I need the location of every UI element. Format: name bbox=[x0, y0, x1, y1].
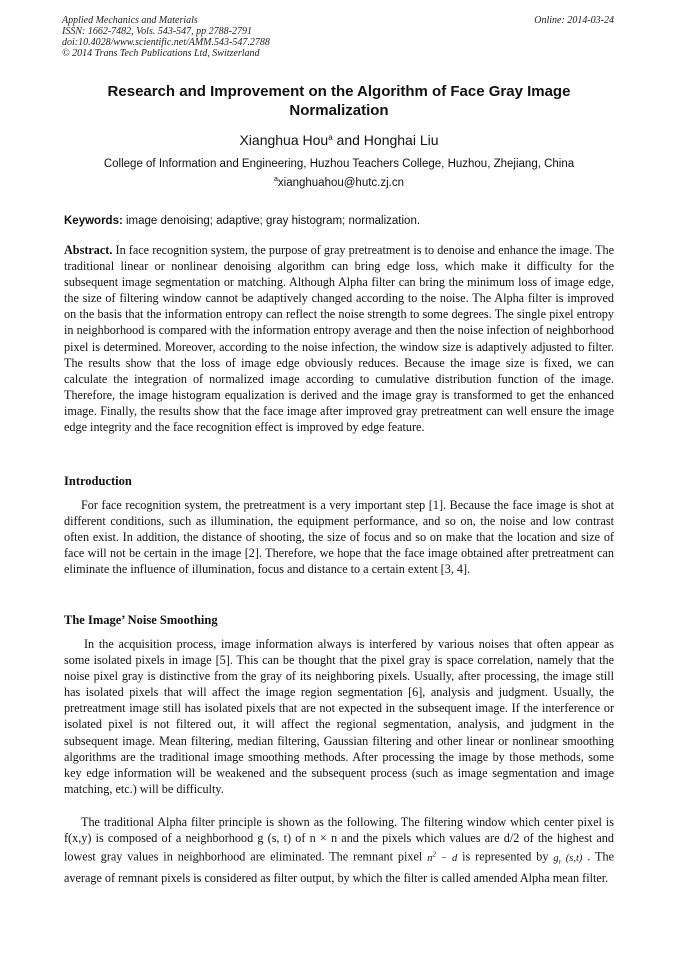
keywords-text: image denoising; adaptive; gray histogram; normalization. bbox=[122, 215, 421, 227]
author-1-affil-mark: a bbox=[328, 133, 333, 142]
abstract-label: Abstract. bbox=[64, 243, 113, 257]
journal-name: Applied Mechanics and Materials bbox=[62, 15, 198, 26]
email-affil-mark: a bbox=[273, 176, 278, 183]
email-address: xianghuahou@hutc.zj.cn bbox=[277, 177, 405, 189]
para2-part-a: The traditional Alpha filter principle is shown as the following. The filtering window which center pixel is f(x,y) is composed of a neighborhood g (s, t) of n × n and the pixels which values are d/2 of the highest and lowest gray values in neighborhood are eliminated. The remnant pixel bbox=[64, 815, 614, 864]
remnant-pixel-formula: $g_r$ (s,t) bbox=[553, 852, 583, 866]
remnant-count-formula: $n^2 - d$ bbox=[427, 850, 458, 864]
author-2: and Honghai Liu bbox=[332, 132, 439, 148]
journal-info bbox=[62, 15, 270, 59]
affiliation: College of Information and Engineering, Huzhou Teachers College, Huzhou, Zhejiang, China bbox=[103, 158, 575, 170]
email-line bbox=[0, 176, 678, 190]
author-line bbox=[0, 131, 678, 149]
noise-section-heading: The Image’ Noise Smoothing bbox=[64, 613, 218, 627]
keywords bbox=[64, 214, 614, 228]
keywords-label: Keywords: bbox=[64, 215, 123, 227]
paper-title bbox=[70, 82, 608, 120]
para2-part-c: . The average of remnant pixels is considered as filter output, by which the filter is called amended Alpha mean filter. bbox=[64, 849, 614, 885]
noise-section-paragraph-1: In the acquisition process, image information always is interfered by various noises that often appear as some isolated pixels in image [5]. This can be thought that the pixel gray is space correlation, namely that the noise pixel gray is distinctive from the gray of its neighboring pixels. Usually, after processing, the image still has isolated pixels that will affect the image region segmentation [6], analysis and judgment. Usually, the pretreatment image still has isolated pixels that are not expected in the subsequent image. If the interference or isolated pixel is not filtered out, it will affect the regional segmentation, analysis, and judgment in the subsequent image. Mean filtering, median filtering, Gaussian filtering and other linear or nonlinear smoothing algorithms are the traditional image smoothing methods. After processing the image by those methods, some key edge information will be weakened and the subsequent process (such as image segmentation and image matching, etc.) will be difficulty. bbox=[64, 637, 614, 796]
introduction-text: For face recognition system, the pretreatment is a very important step [1]. Because the face image is shot at different conditions, such as illumination, the equipment performance, and so on, the noise and low contrast often exist. In addition, the distance of shooting, the size of focus and so on make that the location and size of face will not be certain in the image [2]. Therefore, we hope that the face image obtained after pretreatment can eliminate the influence of illumination, focus and distance to a certain extent [3, 4]. bbox=[64, 498, 614, 577]
doi-line: doi:10.4028/www.scientific.net/AMM.543-547.2788 bbox=[62, 37, 270, 48]
online-date: Online: 2014-03-24 bbox=[534, 15, 614, 26]
introduction-heading: Introduction bbox=[64, 474, 132, 488]
abstract-text: In face recognition system, the purpose of gray pretreatment is to denoise and enhance the image. The traditional linear or nonlinear denoising algorithm can bring edge loss, which make it difficulty for the subsequent image segmentation or matching. Although Alpha filter can bring the minimum loss of image edge, the size of filtering window cannot be adaptively changed according to the noise. The Alpha filter is improved on the basis that the information entropy can reflect the noise strength to some degrees. The single pixel entropy in neighborhood is compared with the information entropy average and then the noise infection of neighborhood pixel is determined. Moreover, according to the noise infection, the window size is adaptively adjusted to filter. The results show that the loss of image edge obviously reduces. Because the image size is fixed, we can calculate the integration of normalized image according to cumulative distribution function of the image. Therefore, the image histogram equalization is derived and the image gray is transformed to get the enhanced image. Finally, the results show that the face image after improved gray pretreatment can well ensure the image edge integrity and the face recognition effect is improved by edge feature. bbox=[64, 243, 614, 435]
title-line-2: Normalization bbox=[289, 102, 389, 119]
author-1: Xianghua Hou bbox=[239, 132, 329, 148]
copyright-line: © 2014 Trans Tech Publications Ltd, Switzerland bbox=[62, 48, 260, 59]
para2-part-b: is represented by bbox=[457, 849, 554, 864]
abstract bbox=[64, 242, 614, 435]
noise-section-paragraph-2 bbox=[64, 814, 614, 886]
title-line-1: Research and Improvement on the Algorithm of Face Gray Image bbox=[107, 83, 571, 100]
issn-line: ISSN: 1662-7482, Vols. 543-547, pp 2788-2791 bbox=[62, 26, 252, 37]
